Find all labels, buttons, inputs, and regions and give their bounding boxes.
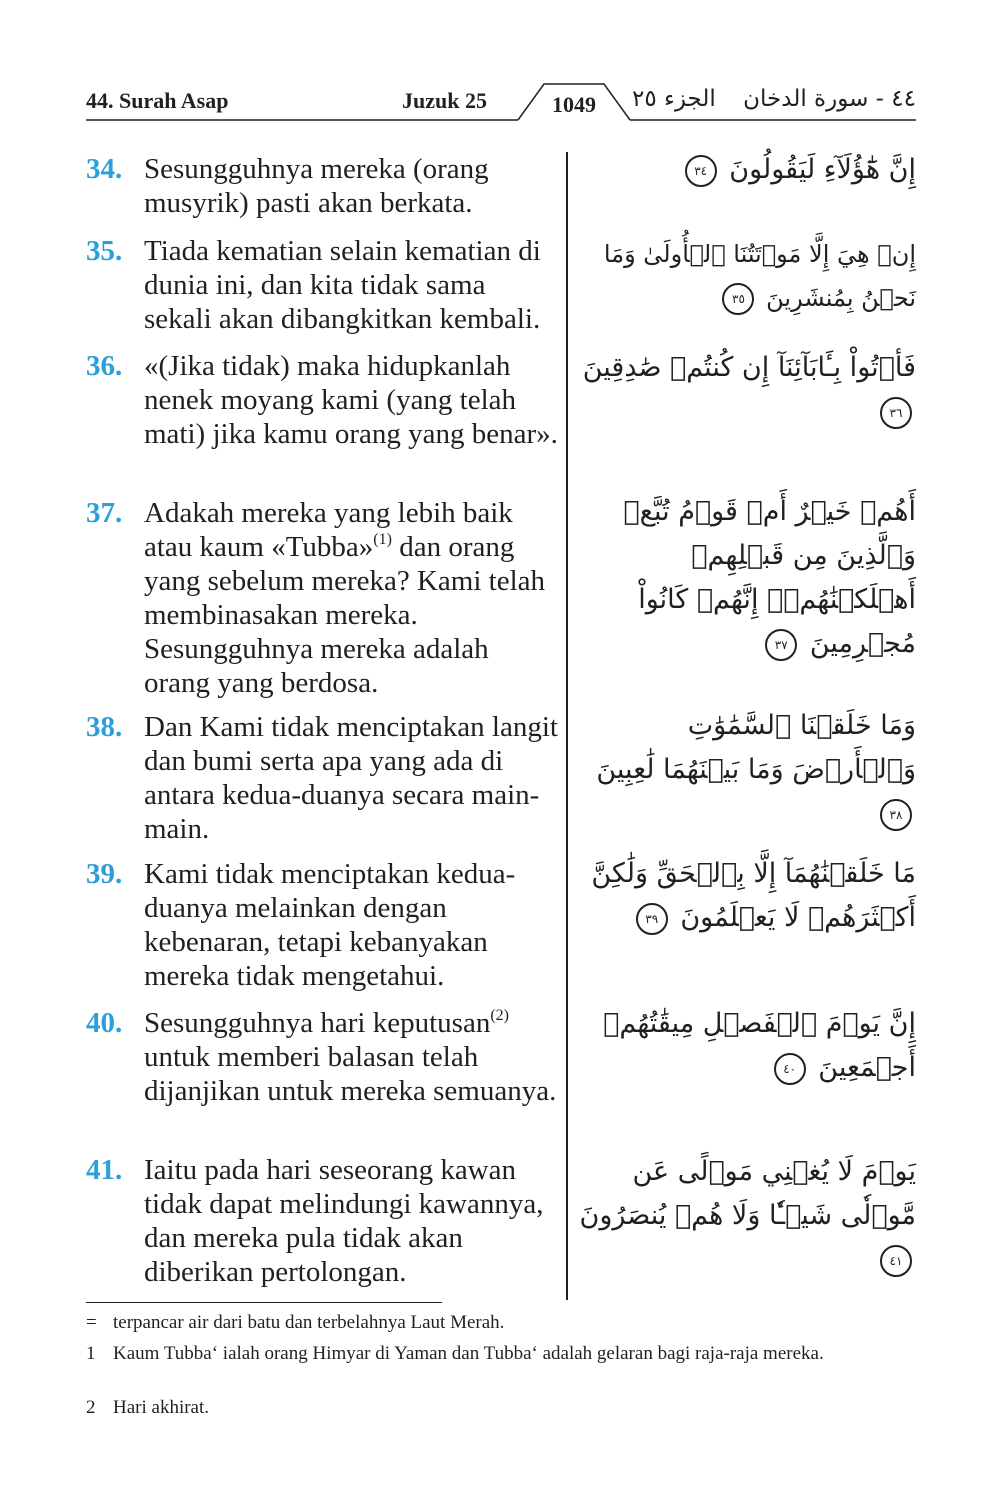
ayah-marker: ٣٧ [765, 629, 797, 661]
verse-34-arabic [566, 148, 916, 192]
verse-text: Tiada kematian selain kematian di dunia ini, dan kita tidak sama sekali akan dibangkitkan kembali. [144, 235, 541, 335]
footnote-reference: (1) [373, 531, 392, 548]
verse-41-arabic [566, 1150, 916, 1282]
ayah-marker: ٤١ [880, 1245, 912, 1277]
verse-text: Kami tidak menciptakan kedua-duanya melainkan dengan kebenaran, tetapi kebanyakan mereka tidak mengetahui. [144, 858, 516, 992]
footnote-mark: = [86, 1312, 97, 1333]
surah-title: 44. Surah Asap [86, 88, 229, 113]
ayah-marker: ٣٦ [880, 397, 912, 429]
verse-35-translation [86, 234, 560, 336]
verse-38-arabic [566, 704, 916, 836]
footnote [86, 1395, 916, 1420]
page-number: 1049 [552, 92, 596, 117]
arabic-text: إِنۡ هِيَ إِلَّا مَوۡتَتُنَا ٱلۡأُولَىٰ وَمَا نَحۡنُ بِمُنشَرِينَ [603, 240, 916, 312]
juz-label: Juzuk 25 [402, 88, 487, 113]
verse-36-translation [86, 349, 560, 451]
verse-37-arabic [566, 490, 916, 666]
verse-36-arabic [566, 346, 916, 434]
verse-40-translation [86, 1006, 560, 1108]
verse-number: 40. [86, 1007, 123, 1039]
verse-number: 36. [86, 350, 123, 382]
verse-text: «(Jika tidak) maka hidupkanlah nenek moyang kami (yang telah mati) jika kamu orang yang benar». [144, 350, 558, 450]
verse-text [144, 1006, 560, 1108]
arabic-text: فَأۡتُواْ بِـَٔابَآئِنَآ إِن كُنتُمۡ صَٰدِقِينَ [582, 352, 916, 383]
verse-37-translation [86, 496, 560, 700]
verse-35-arabic [566, 232, 916, 320]
verse-number: 41. [86, 1154, 123, 1186]
footnote-rule [86, 1302, 442, 1303]
verse-text [144, 496, 560, 700]
verse-text-part: Adakah mereka yang lebih baik atau kaum «Tubba» [144, 497, 513, 563]
verse-34-translation [86, 152, 560, 220]
page-header [86, 78, 916, 122]
footnote [86, 1310, 916, 1335]
ayah-marker: ٣٨ [880, 799, 912, 831]
arabic-text: إِنَّ يَوۡمَ ٱلۡفَصۡلِ مِيقَٰتُهُمۡ أَجۡمَعِينَ [603, 1008, 916, 1083]
footnote-reference: (2) [490, 1007, 509, 1024]
arabic-text: أَهُمۡ خَيۡرٌ أَمۡ قَوۡمُ تُبَّعٖ وَٱلَّذِينَ مِن قَبۡلِهِمۡ أَهۡلَكۡنَٰهُمۡۖ إِنَّهُمۡ كَانُواْ مُجۡرِمِينَ [623, 496, 916, 659]
footnote-text: Hari akhirat. [113, 1397, 210, 1418]
footnote-text: Kaum Tubba‘ ialah orang Himyar di Yaman dan Tubba‘ adalah gelaran bagi raja-raja mereka. [113, 1343, 824, 1364]
ayah-marker: ٣٥ [722, 283, 754, 315]
arabic-text: مَا خَلَقۡنَٰهُمَآ إِلَّا بِٱلۡحَقِّ وَلَٰكِنَّ أَكۡثَرَهُمۡ لَا يَعۡلَمُونَ [591, 858, 916, 933]
verse-number: 39. [86, 858, 123, 890]
verse-text: Iaitu pada hari seseorang kawan tidak dapat melindungi kawannya, dan mereka pula tidak akan diberikan pertolongan. [144, 1154, 544, 1288]
verse-text-part: Sesungguhnya hari keputusan [144, 1007, 491, 1039]
verse-text-part: untuk memberi balasan telah dijanjikan untuk mereka semuanya. [144, 1041, 557, 1107]
verse-number: 38. [86, 711, 123, 743]
verse-39-arabic [566, 852, 916, 940]
arabic-surah-title: ٤٤ - سورة الدخان [743, 86, 916, 112]
arabic-juz-label: الجزء ٢٥ [632, 86, 716, 112]
verse-40-arabic [566, 1002, 916, 1090]
verse-text: Sesungguhnya mereka (orang musyrik) pasti akan berkata. [144, 153, 489, 219]
verse-39-translation [86, 857, 560, 993]
footnote-mark: 2 [86, 1397, 96, 1418]
arabic-text: وَمَا خَلَقۡنَا ٱلسَّمَٰوَٰتِ وَٱلۡأَرۡضَ وَمَا بَيۡنَهُمَا لَٰعِبِينَ [596, 710, 916, 785]
arabic-text: إِنَّ هَٰٓؤُلَآءِ لَيَقُولُونَ [729, 154, 916, 185]
ayah-marker: ٣٩ [636, 903, 668, 935]
verse-number: 35. [86, 235, 123, 267]
ayah-marker: ٣٤ [685, 155, 717, 187]
footnote [86, 1341, 916, 1366]
footnote-mark: 1 [86, 1343, 96, 1364]
ayah-marker: ٤٠ [774, 1053, 806, 1085]
verse-41-translation [86, 1153, 560, 1289]
verse-text: Dan Kami tidak menciptakan langit dan bumi serta apa yang ada di antara kedua-duanya secara main-main. [144, 711, 558, 845]
verse-number: 37. [86, 497, 123, 529]
footnote-text: terpancar air dari batu dan terbelahnya Laut Merah. [113, 1312, 505, 1333]
verse-number: 34. [86, 153, 123, 185]
arabic-text: يَوۡمَ لَا يُغۡنِي مَوۡلًى عَن مَّوۡلٗى شَيۡـٔٗا وَلَا هُمۡ يُنصَرُونَ [579, 1156, 916, 1231]
verse-text-part: dan orang yang sebelum mereka? Kami telah membinasakan mereka. Sesungguhnya mereka adalah orang yang berdosa. [144, 531, 546, 699]
verse-38-translation [86, 710, 560, 846]
